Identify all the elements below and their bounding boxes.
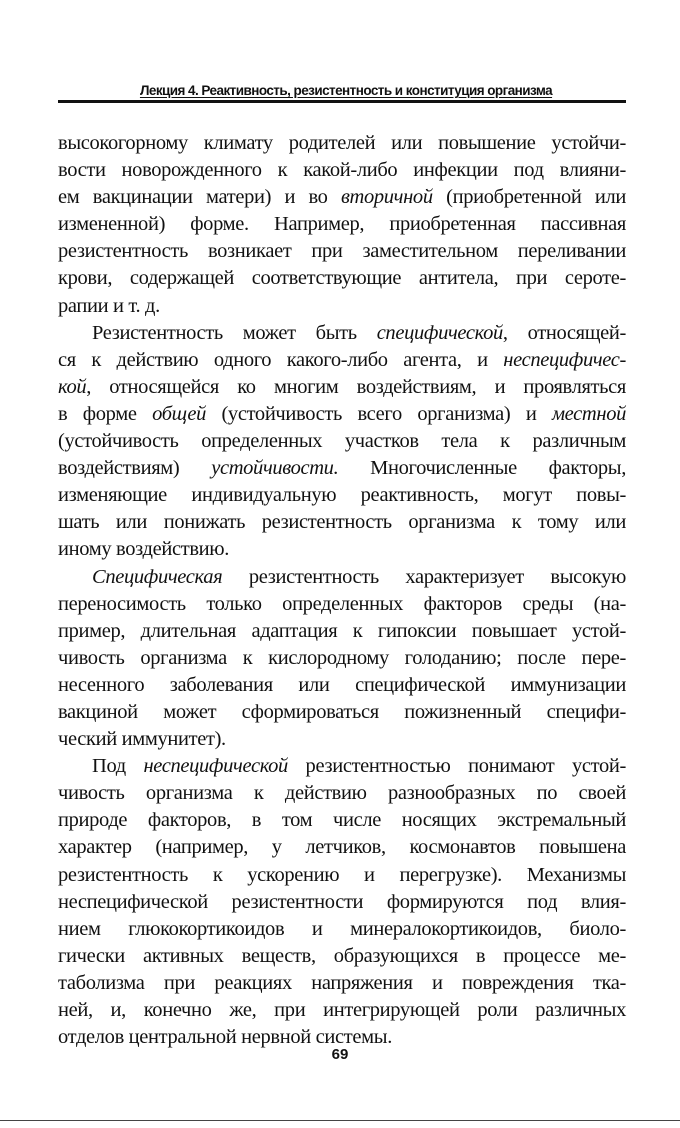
text-segment: неспецифической резистентности формируются под влия- — [58, 890, 626, 913]
text-segment: чивость организма к действию разнообразных по своей — [58, 782, 626, 805]
text-segment: вакциной может сформироваться пожизненный специфи- — [58, 700, 626, 723]
text-segment: пример, длительная адаптация к гипоксии повышает устой- — [58, 619, 626, 642]
text-segment: изменяющие индивидуальную реактивность, могут повы- — [58, 484, 626, 507]
page-number: 69 — [331, 1046, 349, 1063]
text-line — [58, 211, 626, 238]
text-line — [58, 536, 626, 563]
text-segment: природе факторов, в том числе носящих экстремальный — [58, 809, 626, 832]
text-segment: , относящей- — [502, 321, 626, 344]
emphasized-term: кой — [58, 375, 87, 398]
text-line — [58, 807, 626, 834]
text-line — [58, 130, 626, 157]
emphasized-term: местной — [551, 402, 626, 425]
text-segment: резистентность к ускорению и перегрузке). Механизмы — [58, 863, 626, 886]
text-line — [58, 265, 626, 292]
text-line — [58, 726, 626, 753]
text-segment: ем вакцинации матери) и во — [58, 186, 341, 209]
running-header — [58, 78, 626, 103]
text-line — [58, 645, 626, 672]
text-segment: шать или понижать резистентность организма к тому или — [58, 511, 626, 534]
text-segment: несенного заболевания или специфической иммунизации — [58, 673, 626, 696]
bottom-divider — [0, 1120, 680, 1121]
text-line — [58, 889, 626, 916]
text-segment: чивость организма к кислородному голоданию; после пере- — [58, 646, 626, 669]
text-line — [58, 509, 626, 536]
text-line — [58, 699, 626, 726]
text-segment: отделов центральной нервной системы. — [58, 1026, 392, 1049]
text-segment: измененной) форме. Например, приобретенная пассивная — [58, 213, 626, 236]
emphasized-term: неспецифической — [143, 755, 288, 778]
text-segment: иному воздействию. — [58, 538, 230, 561]
emphasized-term: Специфическая — [92, 565, 223, 588]
emphasized-term: устойчивости. — [211, 457, 339, 480]
text-line — [58, 347, 626, 374]
text-segment: ся к действию одного какого-либо агента, и — [58, 348, 504, 371]
text-segment: переносимость только определенных факторов среды (на- — [58, 592, 626, 615]
text-line — [58, 455, 626, 482]
emphasized-term: вторичной — [340, 186, 433, 209]
text-segment: (устойчивость определенных участков тела к различным — [58, 430, 626, 453]
text-line — [58, 618, 626, 645]
text-segment: таболизма при реакциях напряжения и повреждения тка- — [58, 971, 626, 994]
text-segment: Резистентность может быть — [92, 321, 377, 344]
text-segment: (приобретенной или — [432, 186, 626, 209]
text-line — [58, 943, 626, 970]
text-line — [58, 753, 626, 780]
text-segment: нием глюкокортикоидов и минералокортикоидов, биоло- — [58, 917, 626, 940]
body-text — [58, 130, 626, 1051]
text-line — [58, 238, 626, 265]
text-line — [58, 293, 626, 320]
emphasized-term: специфической — [376, 321, 503, 344]
text-line — [58, 997, 626, 1024]
emphasized-term: неспецифичес- — [503, 348, 626, 371]
text-segment: характер (например, у летчиков, космонавтов повышена — [58, 836, 626, 859]
text-segment: резистентностью понимают устой- — [287, 755, 626, 778]
text-segment: высокогорному климату родителей или повышение устойчи- — [58, 132, 626, 154]
text-line — [58, 428, 626, 455]
text-line — [58, 564, 626, 591]
text-line — [58, 374, 626, 401]
text-segment: ческий иммунитет). — [58, 728, 226, 751]
text-segment: Под — [92, 755, 144, 778]
text-segment: вости новорожденного к какой-либо инфекции под влияни- — [58, 159, 626, 182]
text-line — [58, 672, 626, 699]
text-segment: резистентность возникает при заместительном переливании — [58, 240, 626, 263]
text-line — [58, 401, 626, 428]
text-segment: , относящейся ко многим воздействиям, и проявляться — [86, 375, 626, 398]
text-segment: воздействиям) — [58, 457, 212, 480]
text-line — [58, 157, 626, 184]
text-segment: (устойчивость всего организма) и — [205, 402, 552, 425]
text-line — [58, 482, 626, 509]
text-line — [58, 591, 626, 618]
text-line — [58, 320, 626, 347]
text-line — [58, 184, 626, 211]
text-segment: резистентность характеризует высокую — [222, 565, 626, 588]
emphasized-term: общей — [152, 402, 206, 425]
text-segment: Многочисленные факторы, — [338, 457, 626, 480]
text-segment: гически активных веществ, образующихся в процессе ме- — [58, 944, 626, 967]
text-segment: крови, содержащей соответствующие антитела, при серотe- — [58, 267, 626, 290]
text-line — [58, 916, 626, 943]
text-line — [58, 862, 626, 889]
text-segment: в форме — [58, 402, 153, 425]
text-line — [58, 834, 626, 861]
text-line — [58, 970, 626, 997]
text-line — [58, 780, 626, 807]
text-segment: рапии и т. д. — [58, 294, 160, 317]
text-segment: ней, и, конечно же, при интегрирующей роли различных — [58, 999, 626, 1021]
header-title: Лекция 4. Реактивность, резистентность и конституция организма — [139, 83, 553, 98]
